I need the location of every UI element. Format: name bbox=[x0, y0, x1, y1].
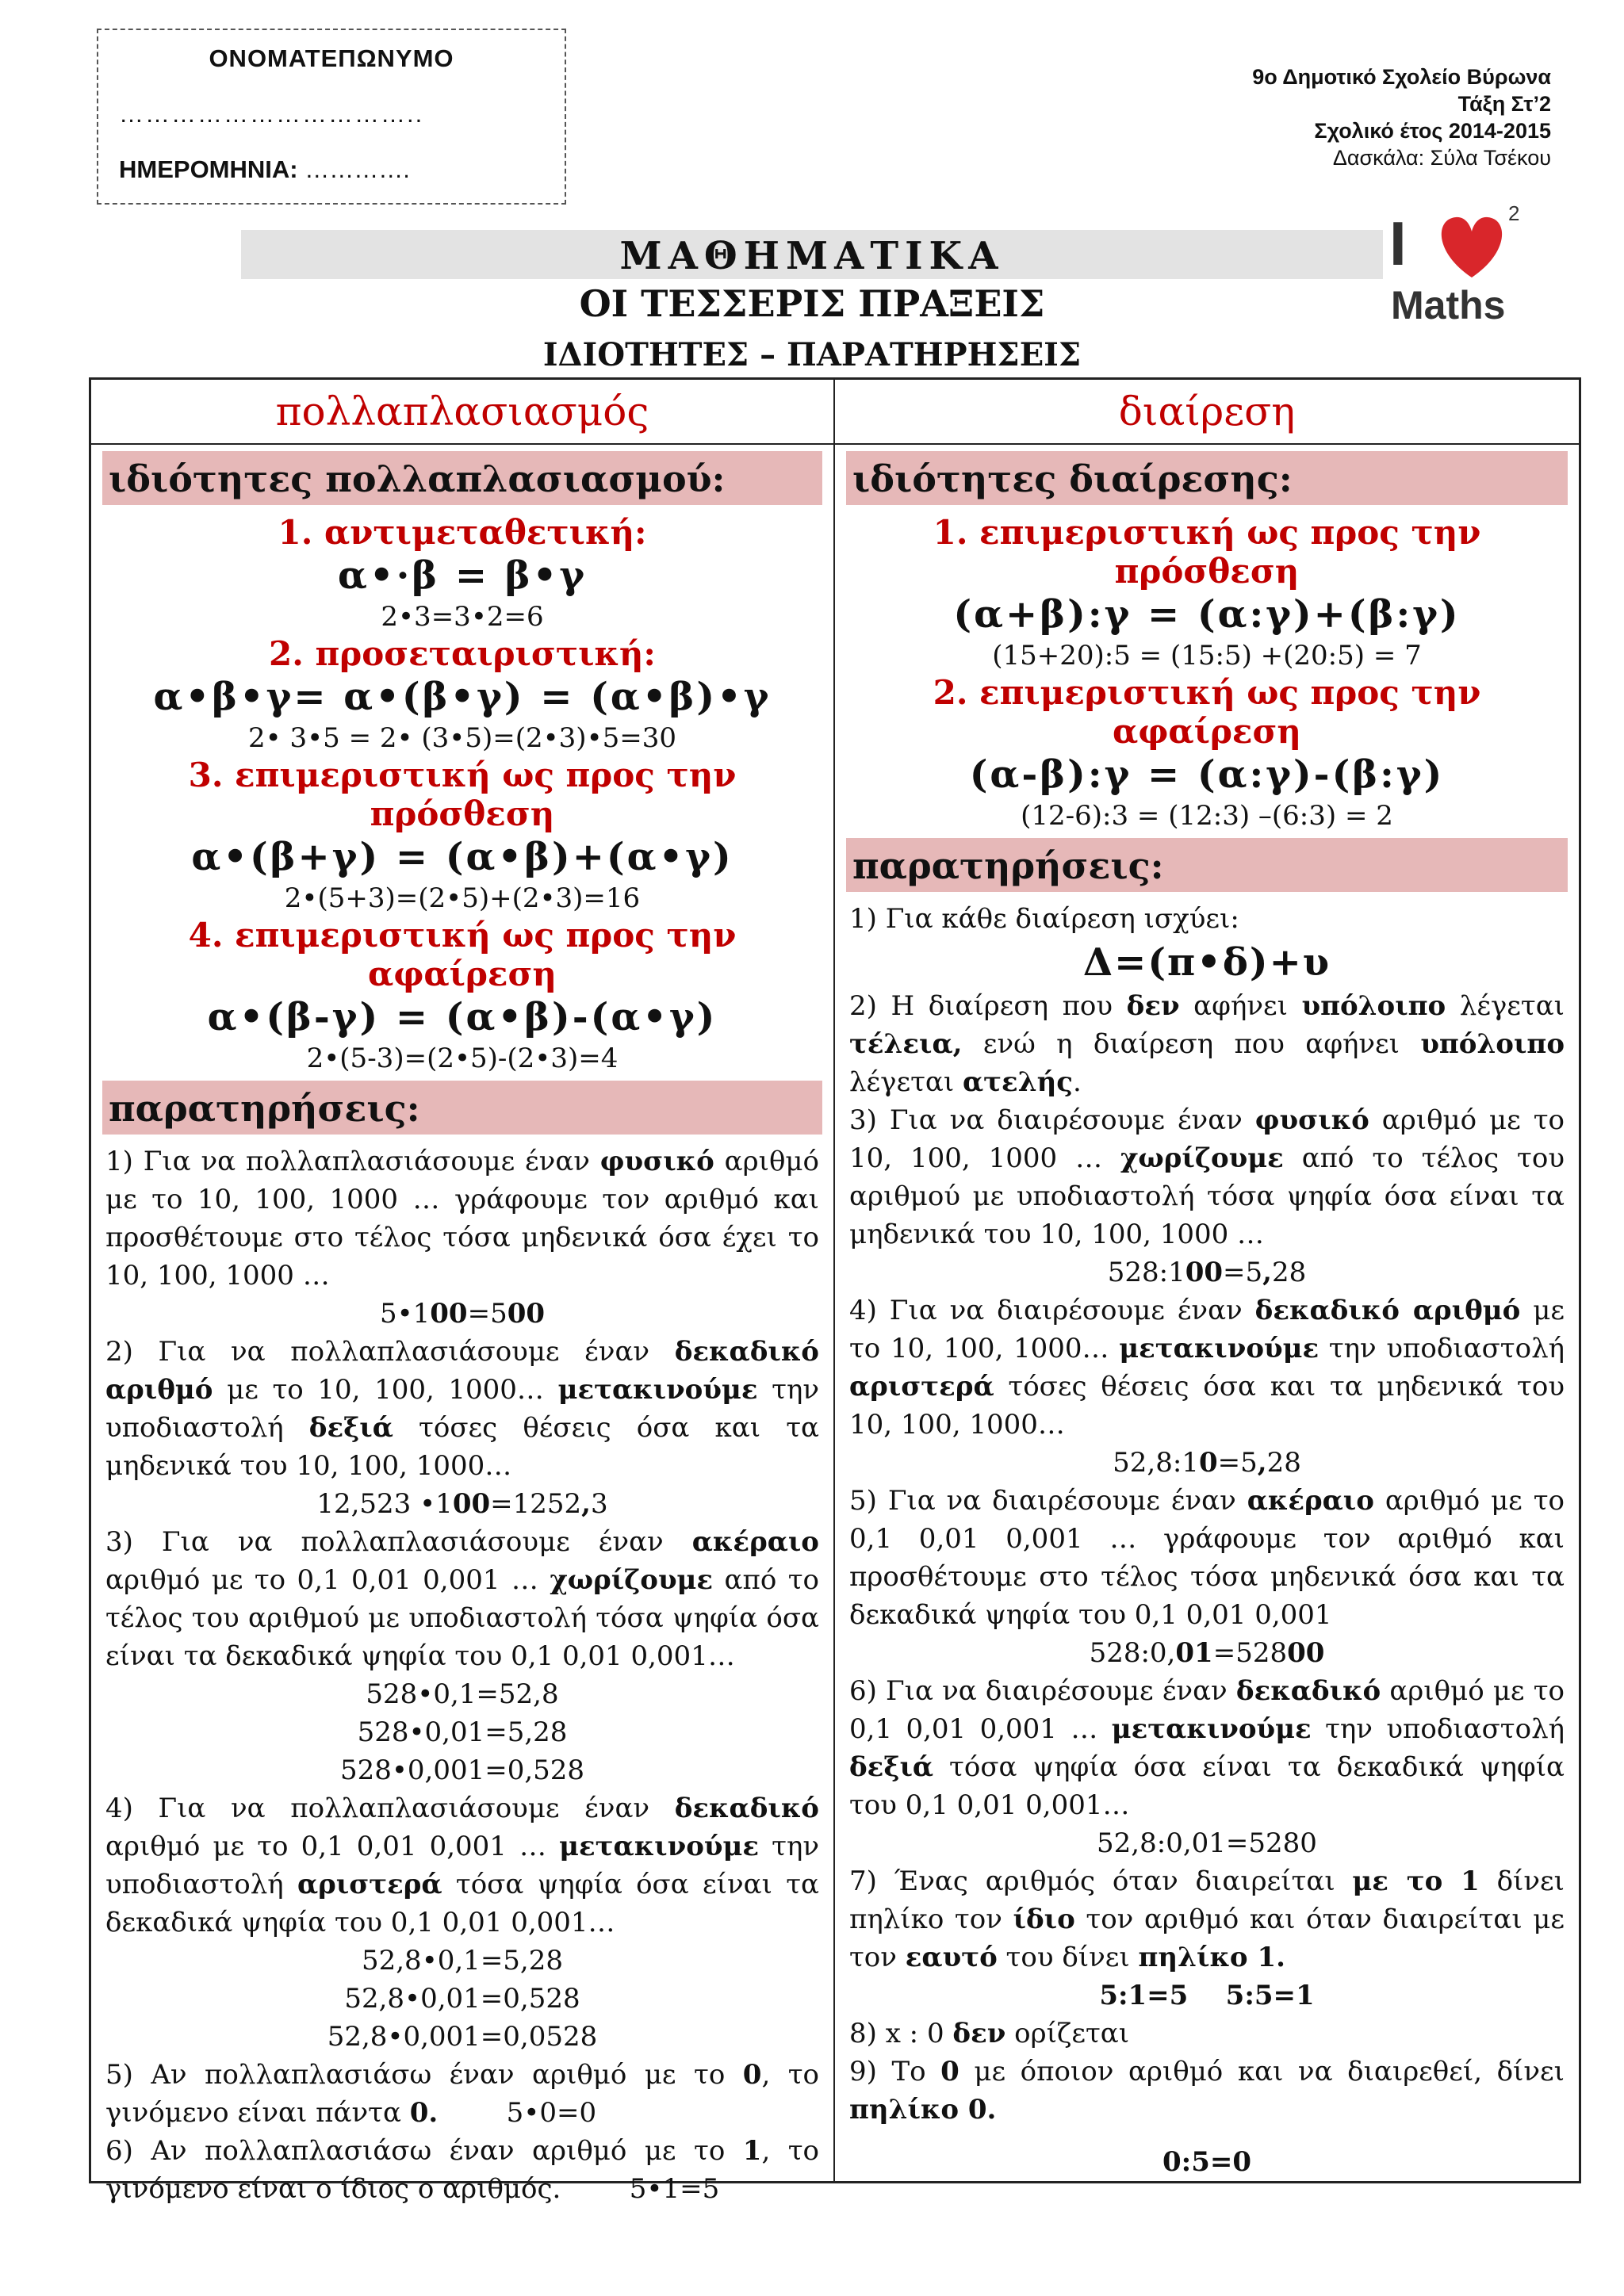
mult-note-1-eq: 5•100=500 bbox=[379, 1298, 546, 1330]
div-note-6: 6) Για να διαιρέσουμε έναν δεκαδικό αριθμό με το 0,1 0,01 0,001 … μετακινούμε την υποδιαστολή δεξιά τόσα ψηφία όσα είναι τα δεκαδικά ψηφία του 0,1 0,01 0,001… bbox=[849, 1675, 1565, 1821]
multiplication-properties-title: ιδιότητες πολλαπλασιασμού: bbox=[102, 451, 822, 505]
prop-commutative-example: 2•3=3•2=6 bbox=[381, 601, 544, 633]
mult-note-2-eq: 12,523 •100=1252,3 bbox=[316, 1488, 608, 1520]
prop-distributive-add-example: 2•(5+3)=(2•5)+(2•3)=16 bbox=[284, 882, 641, 914]
mult-note-4-eq-1: 52,8•0,1=5,28 bbox=[361, 1945, 564, 1976]
div-prop-distributive-add: 1. επιμεριστική ως προς την πρόσθεση bbox=[933, 513, 1481, 591]
page-subtitle-2: ΙΔΙΟΤΗΤΕΣ – ΠΑΡΑΤΗΡΗΣΕΙΣ bbox=[542, 336, 1082, 373]
class-name: Τάξη Στ’2 bbox=[1457, 92, 1551, 116]
div-prop-distributive-sub-example: (12-6):3 = (12:3) –(6:3) = 2 bbox=[1021, 800, 1393, 832]
prop-associative: 2. προσεταιριστική: bbox=[269, 634, 656, 673]
prop-associative-example: 2• 3•5 = 2• (3•5)=(2•3)•5=30 bbox=[247, 722, 677, 754]
multiplication-notes-title: παρατηρήσεις: bbox=[102, 1081, 822, 1135]
mult-note-2: 2) Για να πολλαπλασιάσουμε έναν δεκαδικό αριθμό με το 10, 100, 1000… μετακινούμε την υποδιαστολή δεξιά τόσες θέσεις όσα και τα μηδενικά του 10, 100, 1000… bbox=[105, 1336, 819, 1482]
heart-icon bbox=[1442, 217, 1502, 277]
div-note-3-eq: 528:100=5,28 bbox=[1107, 1257, 1307, 1288]
name-blank: …………………………….. bbox=[119, 100, 424, 128]
name-label: ΟΝΟΜΑΤΕΠΩΝΥΜΟ bbox=[209, 44, 454, 72]
div-note-5: 5) Για να διαιρέσουμε έναν ακέραιο αριθμό με το 0,1 0,01 0,001 … γράφουμε τον αριθμό και προσθέτουμε στο τέλος τόσα μηδενικά όσα και τα δεκαδικά ψηφία του 0,1 0,01 0,001 bbox=[849, 1485, 1565, 1631]
div-note-4-eq: 52,8:10=5,28 bbox=[1113, 1447, 1301, 1479]
page-title: ΜΑΘΗΜΑΤΙΚΑ bbox=[241, 230, 1383, 279]
date-label: ΗΜΕΡΟΜΗΝΙΑ: bbox=[119, 155, 298, 183]
prop-distributive-sub-example: 2•(5-3)=(2•5)-(2•3)=4 bbox=[306, 1043, 619, 1074]
div-note-8: 8) x : 0 δεν ορίζεται bbox=[849, 2018, 1130, 2049]
division-notes-title: παρατηρήσεις: bbox=[846, 838, 1568, 892]
mult-note-4-eq-3: 52,8•0,001=0,0528 bbox=[327, 2021, 598, 2053]
div-note-3: 3) Για να διαιρέσουμε έναν φυσικό αριθμό με το 10, 100, 1000 … χωρίζουμε από το τέλος του αριθμού με υποδιαστολή τόσα ψηφία όσα είναι τα μηδενικά του 10, 100, 1000 … bbox=[849, 1104, 1565, 1250]
division-heading: διαίρεση bbox=[835, 380, 1579, 445]
div-note-7-eq: 5:1=5 5:5=1 bbox=[1099, 1980, 1315, 2011]
mult-note-3: 3) Για να πολλαπλασιάσουμε έναν ακέραιο αριθμό με το 0,1 0,01 0,001 … χωρίζουμε από το τέλος του αριθμού με υποδιαστολή τόσα ψηφία όσα είναι τα δεκαδικά ψηφία του 0,1 0,01 0,001… bbox=[105, 1526, 819, 1672]
division-properties-title: ιδιότητες διαίρεσης: bbox=[846, 451, 1568, 505]
div-note-1: 1) Για κάθε διαίρεση ισχύει: bbox=[849, 903, 1239, 935]
mult-note-6: 6) Αν πολλαπλασιάσω έναν αριθμό με το 1, το γινόμενο είναι ο ίδιος ο αριθμός. 5•1=5 bbox=[105, 2135, 819, 2205]
div-note-9: 9) Το 0 με όποιον αριθμό και να διαιρεθεί, δίνει πηλίκο 0. bbox=[849, 2056, 1565, 2126]
prop-distributive-sub-formula: α•(β-γ) = (α•β)-(α•γ) bbox=[207, 995, 718, 1039]
prop-distributive-sub: 4. επιμεριστική ως προς την αφαίρεση bbox=[188, 916, 737, 993]
content-table bbox=[89, 377, 1581, 2205]
teacher-name: Δασκάλα: Σύλα Τσέκου bbox=[1332, 146, 1551, 170]
logo-maths: Maths bbox=[1391, 283, 1506, 327]
prop-distributive-add: 3. επιμεριστική ως προς την πρόσθεση bbox=[188, 756, 737, 833]
logo-i: I bbox=[1389, 209, 1407, 278]
div-prop-distributive-sub-formula: (α-β):γ = (α:γ)-(β:γ) bbox=[969, 752, 1445, 797]
div-note-9-eq: 0:5=0 bbox=[1162, 2146, 1251, 2178]
multiplication-column bbox=[91, 380, 835, 2205]
school-info bbox=[1252, 63, 1551, 171]
mult-note-3-eq-2: 528•0,01=5,28 bbox=[357, 1716, 568, 1748]
prop-distributive-add-formula: α•(β+γ) = (α•β)+(α•γ) bbox=[191, 835, 733, 879]
division-column bbox=[835, 380, 1579, 2181]
mult-note-5: 5) Αν πολλαπλασιάσω έναν αριθμό με το 0, το γινόμενο είναι πάντα 0. 5•0=0 bbox=[105, 2059, 819, 2129]
mult-note-1: 1) Για να πολλαπλασιάσουμε έναν φυσικό αριθμό με το 10, 100, 1000 … γράφουμε τον αριθμό και προσθέτουμε στο τέλος τόσα μηδενικά όσα έχει το 10, 100, 1000 … bbox=[105, 1146, 819, 1292]
prop-commutative: 1. αντιμεταθετική: bbox=[278, 513, 647, 552]
prop-associative-formula: α•β•γ= α•(β•γ) = (α•β)•γ bbox=[153, 675, 772, 719]
div-note-4: 4) Για να διαιρέσουμε έναν δεκαδικό αριθμό με το 10, 100, 1000… μετακινούμε την υποδιαστολή αριστερά τόσες θέσεις όσα και τα μηδενικά του 10, 100, 1000… bbox=[849, 1295, 1565, 1441]
date-row bbox=[119, 155, 544, 184]
name-date-box bbox=[97, 29, 566, 205]
div-note-6-eq: 52,8:0,01=5280 bbox=[1097, 1827, 1317, 1859]
date-blank: …………. bbox=[297, 155, 410, 183]
div-note-1-eq: Δ=(π•δ)+υ bbox=[1082, 940, 1331, 985]
div-prop-distributive-sub: 2. επιμεριστική ως προς την αφαίρεση bbox=[933, 673, 1481, 751]
mult-note-4: 4) Για να πολλαπλασιάσουμε έναν δεκαδικό αριθμό με το 0,1 0,01 0,001 … μετακινούμε την υποδιαστολή αριστερά τόσα ψηφία όσα είναι τα δεκαδικά ψηφία του 0,1 0,01 0,001… bbox=[105, 1793, 819, 1938]
logo-superscript: 2 bbox=[1508, 201, 1520, 225]
prop-commutative-formula: α•·β = β•γ bbox=[337, 553, 588, 598]
mult-note-3-eq-3: 528•0,001=0,528 bbox=[339, 1755, 585, 1786]
mult-note-4-eq-2: 52,8•0,01=0,528 bbox=[344, 1983, 580, 2015]
div-prop-distributive-add-formula: (α+β):γ = (α:γ)+(β:γ) bbox=[953, 592, 1461, 637]
school-year: Σχολικό έτος 2014-2015 bbox=[1314, 119, 1551, 143]
school-name: 9ο Δημοτικό Σχολείο Βύρωνα bbox=[1252, 65, 1551, 89]
div-note-2: 2) Η διαίρεση που δεν αφήνει υπόλοιπο λέγεται τέλεια, ενώ η διαίρεση που αφήνει υπόλοιπο λέγεται ατελής. bbox=[849, 990, 1565, 1098]
div-note-7: 7) Ένας αριθμός όταν διαιρείται με το 1 δίνει πηλίκο τον ίδιο τον αριθμό και όταν διαιρείται με τον εαυτό του δίνει πηλίκο 1. bbox=[849, 1866, 1565, 1973]
i-love-maths-logo bbox=[1386, 201, 1529, 328]
page-subtitle: ΟΙ ΤΕΣΣΕΡΙΣ ΠΡΑΞΕΙΣ bbox=[579, 282, 1045, 325]
multiplication-heading: πολλαπλασιασμός bbox=[91, 380, 833, 445]
div-note-5-eq: 528:0,01=52800 bbox=[1089, 1637, 1325, 1669]
mult-note-3-eq-1: 528•0,1=52,8 bbox=[366, 1678, 559, 1710]
div-prop-distributive-add-example: (15+20):5 = (15:5) +(20:5) = 7 bbox=[992, 640, 1422, 672]
